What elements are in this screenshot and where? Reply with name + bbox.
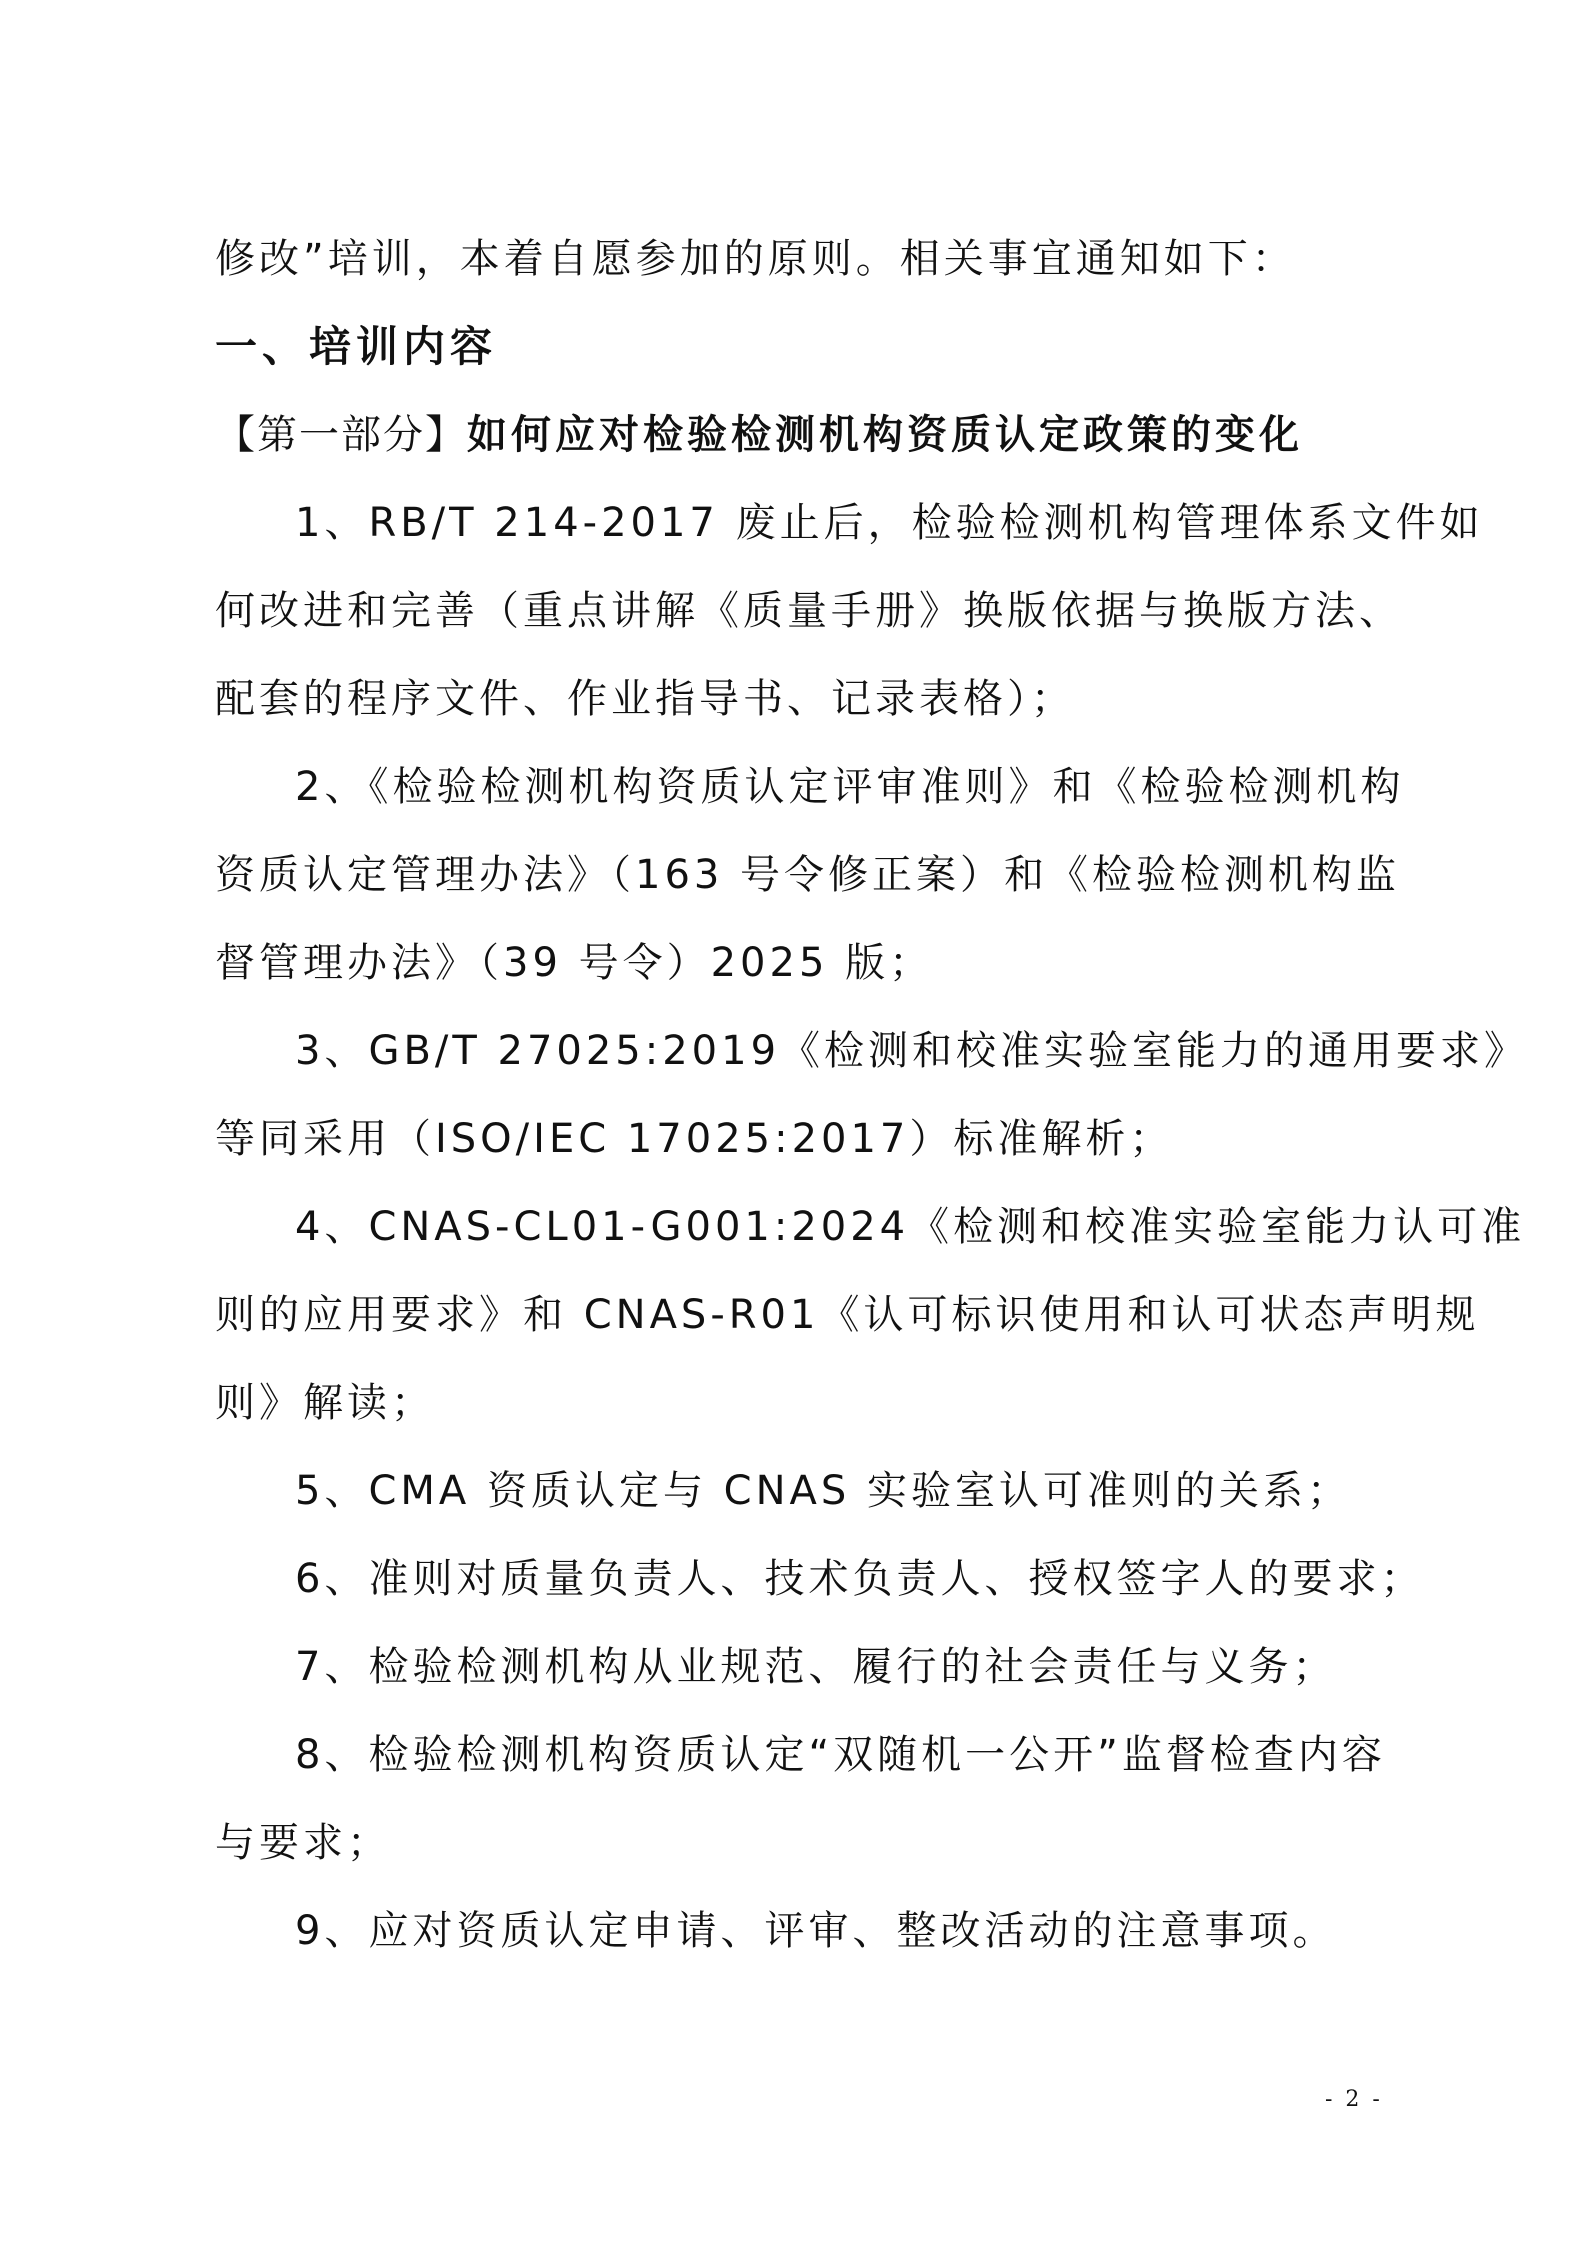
item-8-line-2: 与要求； [215,1820,391,1866]
item-4-line-2: 则的应用要求》和 CNAS-R01《认可标识使用和认可状态声明规 [215,1292,1480,1338]
part-label: 【第一部分】 [215,412,467,458]
item-2-line-1: 2、《检验检测机构资质认定评审准则》和《检验检测机构 [295,764,1405,810]
item-2-line-3: 督管理办法》（39 号令）2025 版； [215,940,934,986]
part-title: 如何应对检验检测机构资质认定政策的变化 [467,412,1303,458]
item-7: 7、检验检测机构从业规范、履行的社会责任与义务； [295,1644,1337,1690]
intro-line: 修改”培训，本着自愿参加的原则。相关事宜通知如下： [215,236,1296,282]
item-2-line-2: 资质认定管理办法》（163 号令修正案）和《检验检测机构监 [215,852,1401,898]
item-1-line-1: 1、RB/T 214-2017 废止后，检验检测机构管理体系文件如 [295,500,1484,546]
item-4-line-3: 则》解读； [215,1380,435,1426]
item-3-line-1: 3、GB/T 27025:2019《检测和校准实验室能力的通用要求》 [295,1028,1529,1074]
page-number: - 2 - [1325,2087,1383,2112]
item-6: 6、准则对质量负责人、技术负责人、授权签字人的要求； [295,1556,1425,1602]
section-heading: 一、培训内容 [215,322,498,371]
item-3-line-2: 等同采用（ISO/IEC 17025:2017）标准解析； [215,1116,1174,1162]
item-5: 5、CMA 资质认定与 CNAS 实验室认可准则的关系； [295,1468,1352,1514]
item-1-line-3: 配套的程序文件、作业指导书、记录表格）； [215,676,1075,722]
item-4-line-1: 4、CNAS-CL01-G001:2024《检测和校准实验室能力认可准 [295,1204,1526,1250]
item-1-line-2: 何改进和完善（重点讲解《质量手册》换版依据与换版方法、 [215,588,1403,634]
item-8-line-1: 8、检验检测机构资质认定“双随机一公开”监督检查内容 [295,1732,1386,1778]
part-heading [215,391,1303,479]
item-9: 9、应对资质认定申请、评审、整改活动的注意事项。 [295,1908,1337,1954]
